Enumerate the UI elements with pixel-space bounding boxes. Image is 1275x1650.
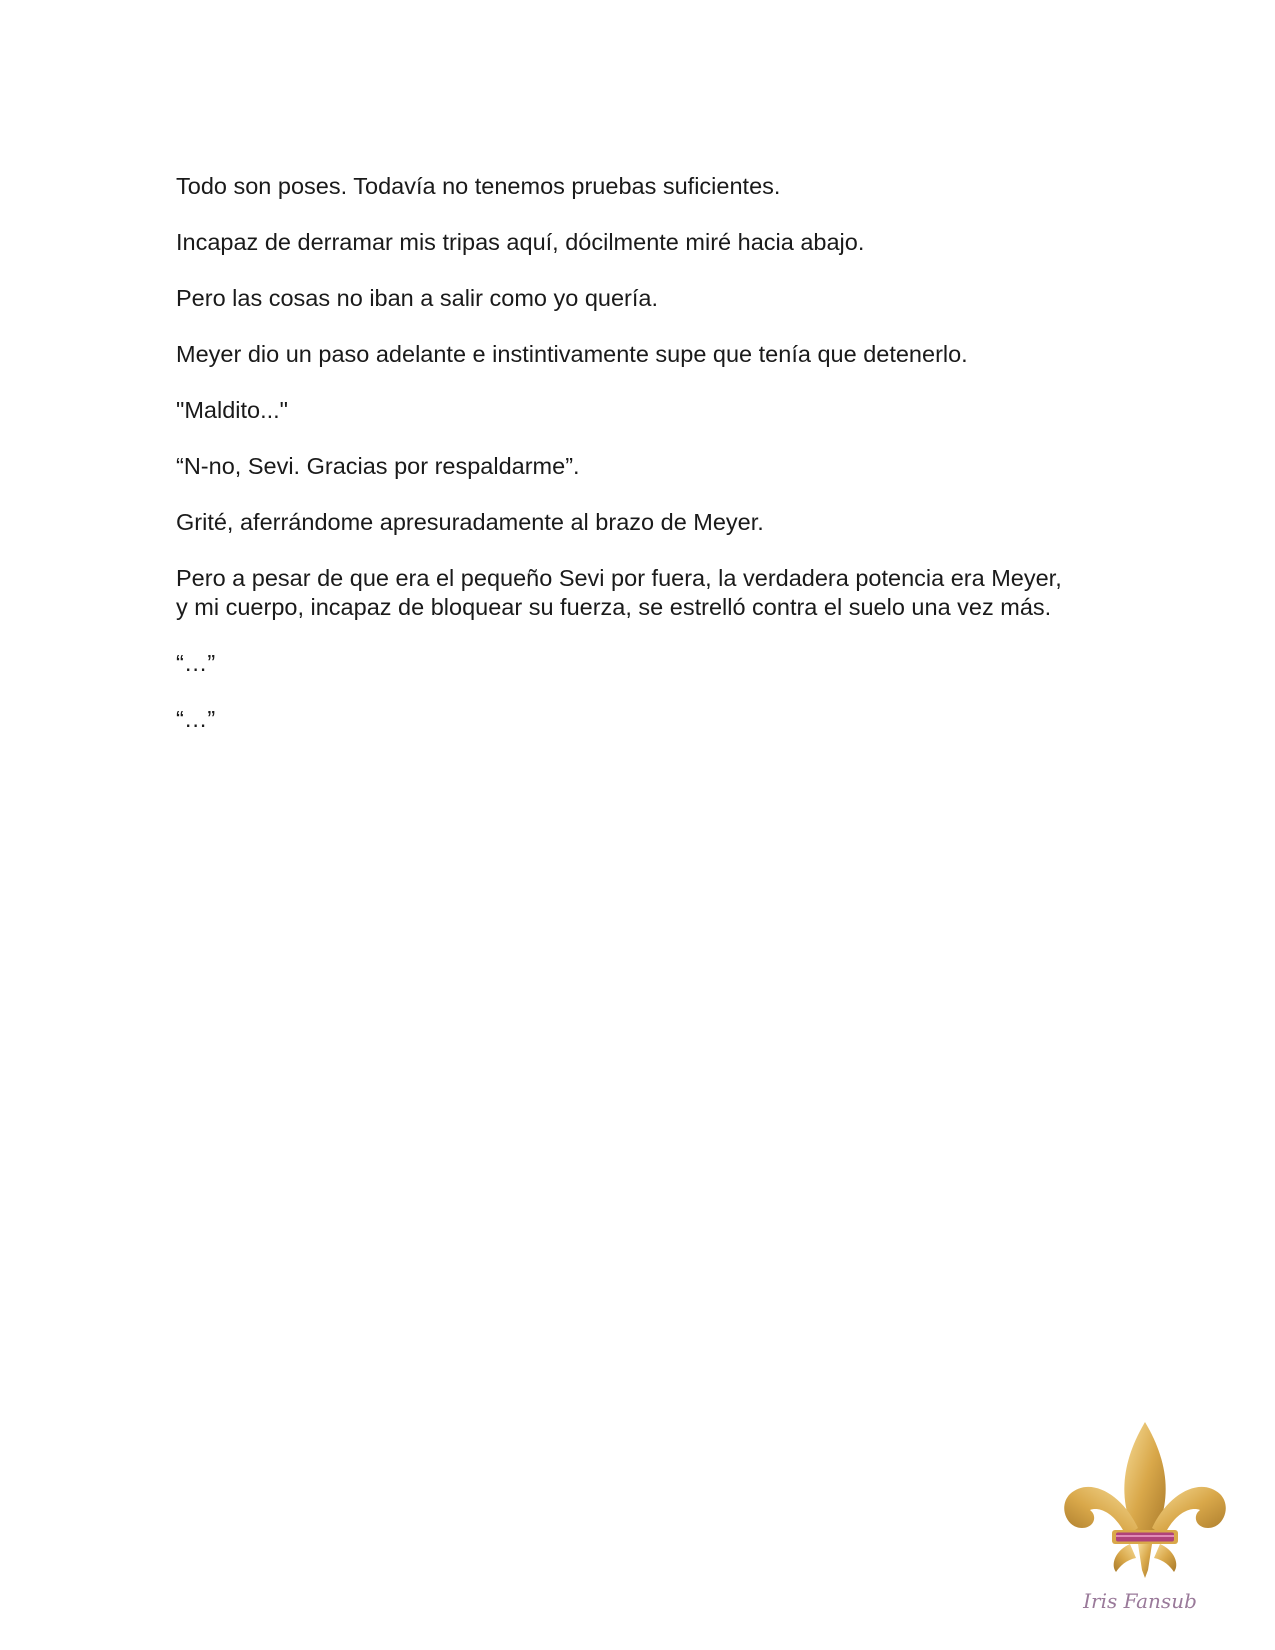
watermark-logo [1060,1418,1230,1638]
watermark-text: Iris Fansub [1083,1589,1197,1613]
paragraph: Pero las cosas no iban a salir como yo quería. [176,285,659,311]
paragraph: Todo son poses. Todavía no tenemos pruebas suficientes. [176,173,781,199]
document-body [176,172,1116,761]
paragraph: “N-no, Sevi. Gracias por respaldarme”. [176,453,580,479]
paragraph: Pero a pesar de que era el pequeño Sevi por fuera, la verdadera potencia era Meyer, y mi cuerpo, incapaz de bloquear su fuerza, se estrelló contra el suelo una vez más. [176,565,1062,620]
paragraph: Incapaz de derramar mis tripas aquí, dócilmente miré hacia abajo. [176,229,865,255]
paragraph: “…” [176,706,216,732]
fleur-de-lis-icon [1060,1418,1230,1638]
paragraph: Meyer dio un paso adelante e instintivamente supe que tenía que detenerlo. [176,341,968,367]
paragraph: “…” [176,650,216,676]
paragraph: "Maldito..." [176,397,289,423]
paragraph: Grité, aferrándome apresuradamente al brazo de Meyer. [176,509,764,535]
